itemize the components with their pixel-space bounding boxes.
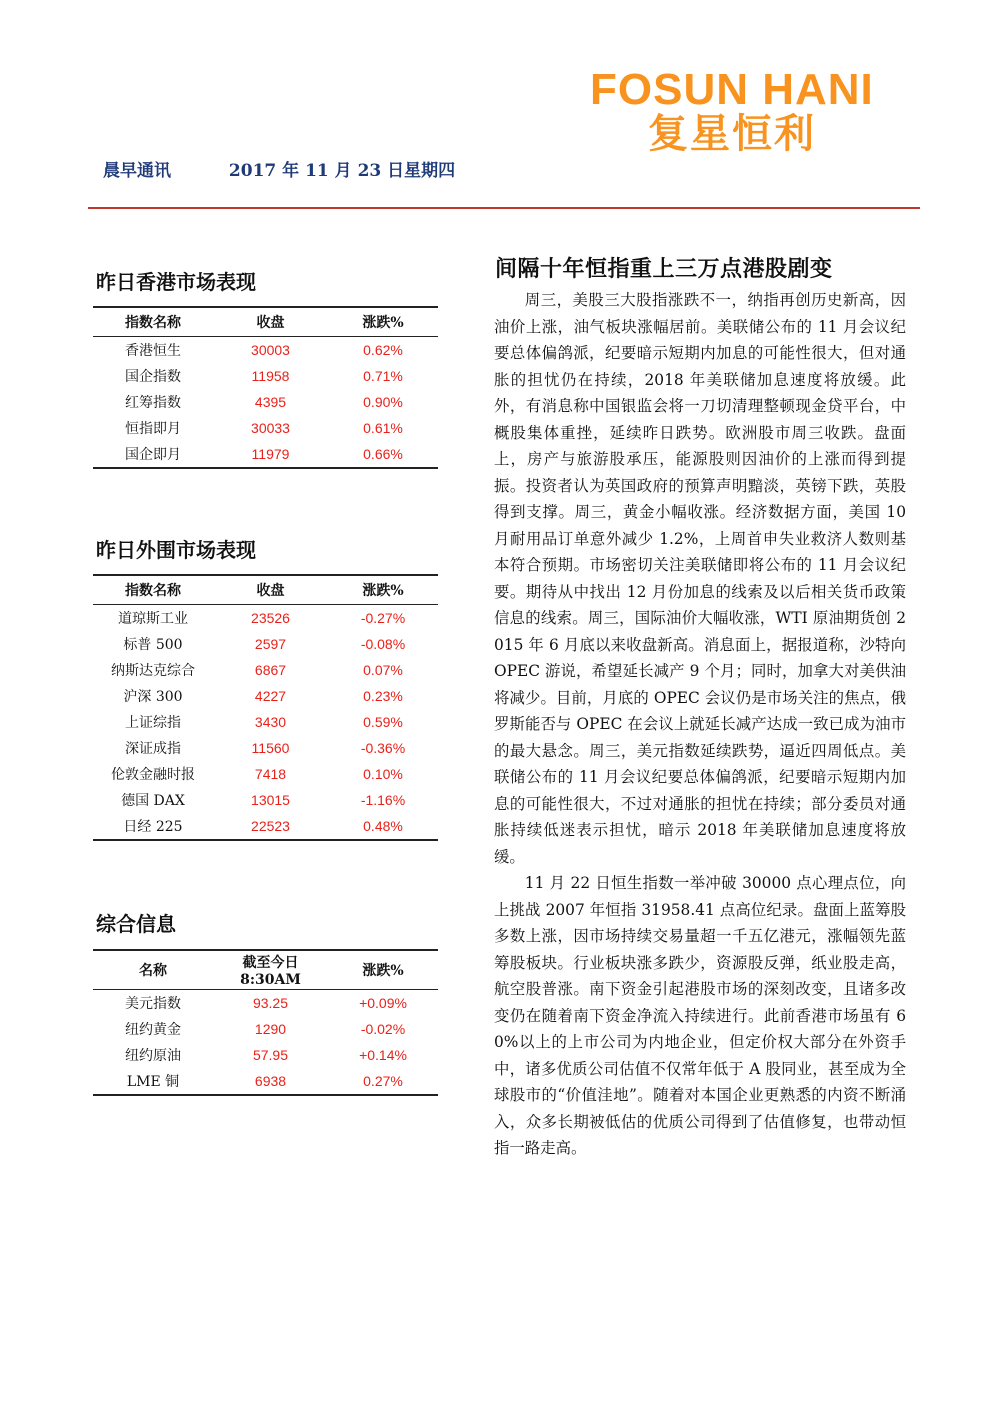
change-value-cell: 0.62% — [363, 342, 403, 358]
publication-name: 晨早通讯 — [103, 161, 171, 181]
index-name-cell: 德国 DAX — [121, 793, 185, 809]
header-divider — [88, 207, 920, 209]
change-value-cell: 0.61% — [363, 420, 403, 436]
column-header: 名称 — [93, 950, 213, 990]
index-name-cell: 沪深 300 — [123, 689, 183, 705]
article-title: 间隔十年恒指重上三万点港股剧变 — [495, 256, 833, 282]
close-value-cell: 4395 — [254, 394, 287, 410]
change-value-cell: 0.59% — [363, 714, 403, 730]
global-market-table — [93, 574, 438, 841]
general-info-table — [93, 949, 438, 1096]
column-header: 指数名称 — [93, 575, 213, 605]
close-value-cell: 22523 — [213, 813, 328, 840]
table-row — [93, 389, 438, 415]
change-value-cell: -0.27% — [360, 610, 406, 626]
index-name-cell: 伦敦金融时报 — [111, 767, 195, 783]
change-value-cell: -0.02% — [360, 1021, 406, 1037]
index-name-cell: 上证综指 — [125, 715, 181, 731]
close-value-cell: 11979 — [213, 441, 328, 468]
table-row — [93, 631, 438, 657]
hk-market-title: 昨日香港市场表现 — [96, 270, 256, 294]
table-row — [93, 735, 438, 761]
table-row — [93, 1068, 438, 1095]
general-info-title: 综合信息 — [96, 912, 176, 936]
change-value-cell: 0.10% — [363, 766, 403, 782]
close-value-cell: 30003 — [251, 342, 290, 358]
column-header: 收盘 — [213, 307, 328, 337]
index-name-cell: 红筹指数 — [125, 395, 181, 411]
change-value-cell: 0.27% — [328, 1068, 438, 1095]
global-market-title: 昨日外围市场表现 — [96, 538, 256, 562]
logo-english: FOSUN HANI — [590, 65, 874, 114]
publication-date: 2017 年 11 月 23 日星期四 — [228, 161, 456, 181]
table-row — [93, 683, 438, 709]
column-header: 截至今日 8:30AM — [213, 950, 328, 990]
index-name-cell: 标普 500 — [123, 637, 183, 653]
close-value-cell: 57.95 — [252, 1047, 289, 1063]
column-header: 涨跌% — [328, 950, 438, 990]
column-header: 指数名称 — [93, 307, 213, 337]
change-value-cell: 0.07% — [363, 662, 403, 678]
close-value-cell: 4227 — [254, 688, 287, 704]
index-name-cell: 恒指即月 — [125, 421, 181, 437]
change-value-cell: 0.71% — [363, 368, 403, 384]
index-name-cell: 美元指数 — [125, 996, 181, 1012]
table-row — [93, 657, 438, 683]
change-value-cell: -1.16% — [360, 792, 406, 808]
index-name-cell: 纽约原油 — [125, 1048, 181, 1064]
index-name-cell: 深证成指 — [125, 741, 181, 757]
close-value-cell: 3430 — [254, 714, 287, 730]
table-row — [93, 363, 438, 389]
column-header: 涨跌% — [328, 307, 438, 337]
article-paragraph: 11 月 22 日恒生指数一举冲破 30000 点心理点位，向上挑战 2007 年恒指 31958.41 点高位纪录。盘面上蓝筹股多数上涨，因市场持续交易量超一千五亿港元，涨幅领先蓝筹股板块。行业板块涨多跌少，资源股反弹，纸业股走高，航空股普涨。南下资金引起港股市场的深刻改变，且诸多改变仍在随着南下资金净流入持续进行。此前香港市场虽有 60%以上的上市公司为内地企业，但定价权大部分在外资手中，诸多优质公司估值不仅常年低于 A 股同业，甚至成为全球股市的“价值洼地”。随着对本国企业更熟悉的内资不断涌入，众多长期被低估的优质公司得到了估值修复，也带动恒指一路走高。 — [494, 874, 906, 1157]
close-value-cell: 11560 — [251, 740, 290, 756]
index-name-cell: 日经 225 — [93, 813, 213, 840]
table-row — [93, 709, 438, 735]
change-value-cell: +0.09% — [359, 995, 407, 1011]
change-value-cell: 0.90% — [363, 394, 403, 410]
table-row — [93, 761, 438, 787]
close-value-cell: 6867 — [254, 662, 287, 678]
index-name-cell: 国企即月 — [93, 441, 213, 468]
table-row — [93, 415, 438, 441]
index-name-cell: 纽约黄金 — [125, 1022, 181, 1038]
table-row — [93, 337, 438, 364]
close-value-cell: 7418 — [254, 766, 287, 782]
table-row — [93, 441, 438, 468]
change-value-cell: 0.66% — [328, 441, 438, 468]
table-row — [93, 1042, 438, 1068]
table-row — [93, 990, 438, 1017]
close-value-cell: 1290 — [254, 1021, 287, 1037]
change-value-cell: -0.08% — [360, 636, 406, 652]
table-row — [93, 1016, 438, 1042]
close-value-cell: 6938 — [213, 1068, 328, 1095]
close-value-cell: 11958 — [251, 368, 290, 384]
change-value-cell: 0.23% — [363, 688, 403, 704]
close-value-cell: 30033 — [251, 420, 290, 436]
table-row — [93, 605, 438, 632]
article-paragraph: 周三，美股三大股指涨跌不一，纳指再创历史新高，因油价上涨，油气板块涨幅居前。美联储公布的 11 月会议纪要总体偏鸽派，纪要暗示短期内加息的可能性很大，但对通胀的担忧仍在持续，2018 年美联储加息速度将放缓。此外，有消息称中国银监会将一刀切清理整顿现金贷平台，中概股集体重挫，延续昨日跌势。欧洲股市周三收跌。盘面上，房产与旅游股承压，能源股则因油价的上涨而得到提振。投资者认为英国政府的预算声明黯淡，英镑下跌，英股得到支撑。周三，黄金小幅收涨。经济数据方面，美国 10 月耐用品订单意外减少 1.2%，上周首申失业救济人数则基本符合预期。市场密切关注美联储即将公布的 11 月会议纪要。期待从中找出 12 月份加息的线索及以后相关货币政策信息的线索。周三，国际油价大幅收涨，WTI 原油期货创 2015 年 6 月底以来收盘新高。消息面上，据报道称，沙特向 OPEC 游说，希望延长减产 9 个月；同时，加拿大对美供油将减少。目前，月底的 OPEC 会议仍是市场关注的焦点，俄罗斯能否与 OPEC 在会议上就延长减产达成一致已成为油市的最大悬念。周三，美元指数延续跌势，逼近四周低点。美联储公布的 11 月会议纪要总体偏鸽派，纪要暗示短期内加息的可能性很大，不过对通胀的担忧在持续；部分委员对通胀持续低迷表示担忧，暗示 2018 年美联储加息速度将放缓。 — [494, 291, 906, 866]
index-name-cell: 道琼斯工业 — [118, 611, 188, 627]
table-row — [93, 813, 438, 840]
index-name-cell: 纳斯达克综合 — [111, 663, 195, 679]
close-value-cell: 2597 — [254, 636, 287, 652]
change-value-cell: +0.14% — [359, 1047, 407, 1063]
column-header: 涨跌% — [328, 575, 438, 605]
column-header: 收盘 — [213, 575, 328, 605]
newsletter-header — [103, 156, 455, 181]
change-value-cell: 0.48% — [328, 813, 438, 840]
brand-logo — [590, 65, 910, 157]
close-value-cell: 23526 — [251, 610, 290, 626]
index-name-cell: LME 铜 — [93, 1068, 213, 1095]
index-name-cell: 香港恒生 — [125, 343, 181, 359]
close-value-cell: 13015 — [251, 792, 290, 808]
logo-chinese: 复星恒利 — [648, 111, 816, 157]
table-row — [93, 787, 438, 813]
article-body — [494, 287, 906, 1162]
hk-market-table — [93, 306, 438, 469]
change-value-cell: -0.36% — [360, 740, 406, 756]
index-name-cell: 国企指数 — [125, 369, 181, 385]
close-value-cell: 93.25 — [252, 995, 289, 1011]
